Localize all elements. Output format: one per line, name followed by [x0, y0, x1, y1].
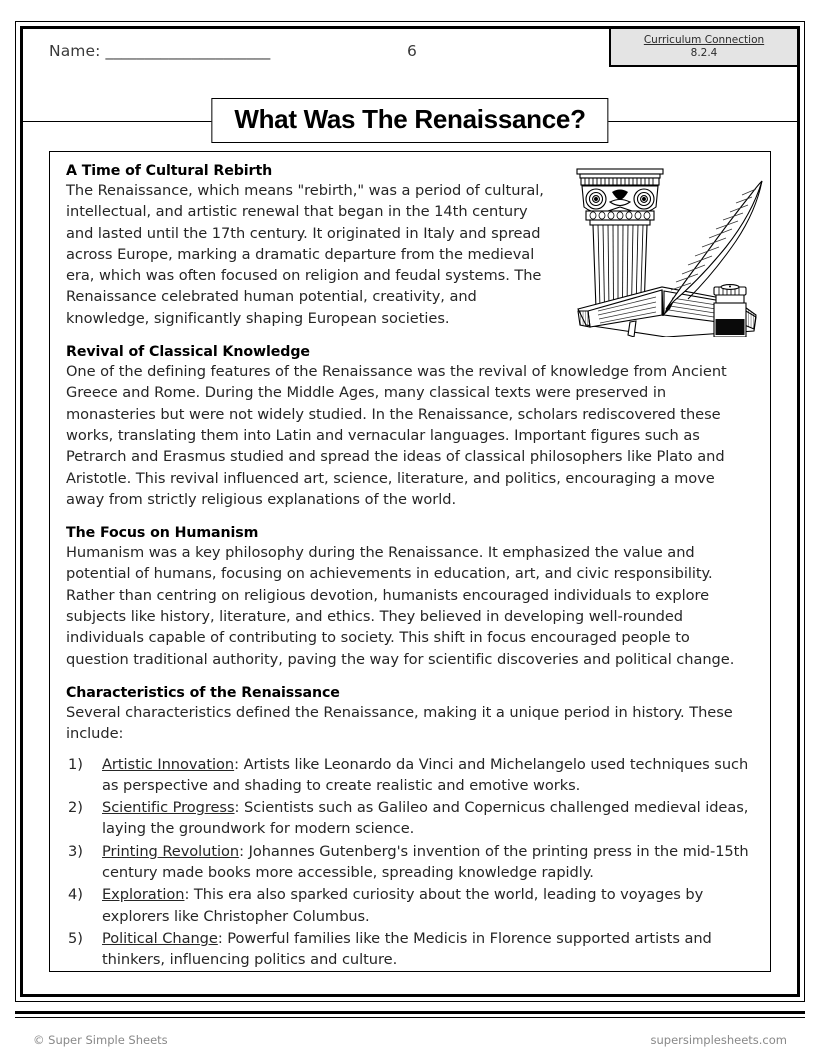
- list-item-term: Artistic Innovation: [102, 755, 235, 773]
- worksheet-page-inner-border: [20, 26, 800, 997]
- section-body: Several characteristics defined the Renaissance, making it a unique period in history. These include:: [66, 703, 733, 743]
- renaissance-column-quill-book-inkwell-illustration: [566, 159, 770, 337]
- list-item-number: 4): [68, 886, 83, 904]
- list-item: [66, 841, 754, 884]
- curriculum-connection-box: [609, 29, 797, 67]
- list-item-text: : Johannes Gutenberg's invention of the printing press in the mid-15th century made books more accessible, spreading knowledge rapidly.: [102, 842, 749, 882]
- section-heading: Revival of Classical Knowledge: [66, 344, 310, 361]
- list-item: [66, 928, 754, 971]
- curriculum-connection-title: Curriculum Connection: [643, 33, 765, 46]
- list-item-term: Political Change: [102, 929, 218, 947]
- characteristics-list: [66, 754, 754, 971]
- list-item: [66, 754, 754, 797]
- footer-divider-thick: [15, 1011, 805, 1014]
- section-focus-on-humanism: [66, 525, 754, 670]
- section-heading: The Focus on Humanism: [66, 525, 259, 542]
- section-heading: A Time of Cultural Rebirth: [66, 163, 273, 179]
- footer-divider-thin: [15, 1017, 805, 1018]
- list-item-text: : Scientists such as Galileo and Copernicus challenged medieval ideas, laying the groundwork for modern science.: [102, 799, 749, 838]
- list-item-number: 2): [68, 799, 83, 817]
- section-heading: Characteristics of the Renaissance: [66, 684, 340, 701]
- list-item-number: 5): [68, 929, 83, 947]
- curriculum-connection-code: 8.2.4: [690, 47, 718, 59]
- page-title: What Was The Renaissance?: [234, 104, 586, 134]
- footer-website[interactable]: supersimplesheets.com: [650, 1033, 787, 1047]
- section-body: The Renaissance, which means "rebirth," was a period of cultural, intellectual, and artistic renewal that began in the 14th century and lasted until the 17th century. It originated in Italy and spread across Europe, marking a dramatic departure from the medieval era, which was often focused on religion and feudal systems. The Renaissance celebrated human potential, creativity, and knowledge, significantly shaping European societies.: [66, 182, 544, 327]
- list-item-text: : This era also sparked curiosity about the world, leading to voyages by explorers like Christopher Columbus.: [102, 886, 704, 925]
- list-item: [66, 797, 754, 840]
- reading-passage-box: [49, 151, 771, 972]
- list-item-term: Exploration: [102, 886, 185, 904]
- list-item-number: 1): [68, 755, 83, 773]
- list-item-term: Printing Revolution: [102, 842, 240, 860]
- section-body: Humanism was a key philosophy during the Renaissance. It emphasized the value and potential of humans, focusing on achievements in education, art, and civic responsibility. Rather than centring on religious devotion, humanists encouraged individuals to explore subjects like history, literature, and ethics. They believed in developing well-rounded individuals capable of contributing to society. This shift in focus encouraged people to question traditional authority, paving the way for scientific discoveries and political change.: [66, 544, 735, 668]
- section-body: One of the defining features of the Renaissance was the revival of knowledge from Ancient Greece and Rome. During the Middle Ages, many classical texts were preserved in monasteries but were not widely studied. In the Renaissance, scholars rediscovered these works, translating them into Latin and vernacular languages. Important figures such as Petrarch and Erasmus studied and spread the ideas of classical philosophers like Plato and Aristotle. This revival influenced art, science, literature, and politics, encouraging a move away from strictly religious explanations of the world.: [66, 363, 727, 508]
- name-field-label[interactable]: Name: _____________________: [49, 42, 271, 60]
- page-number: 6: [407, 42, 417, 60]
- worksheet-title-box: [211, 98, 608, 143]
- section-revival-classical-knowledge: [66, 344, 754, 510]
- list-item-number: 3): [68, 842, 83, 860]
- list-item-text: : Artists like Leonardo da Vinci and Michelangelo used techniques such as perspective and shading to create realistic and emotive works.: [102, 755, 749, 794]
- footer-copyright: © Super Simple Sheets: [33, 1033, 168, 1047]
- list-item: [66, 884, 754, 927]
- title-band: [23, 98, 797, 144]
- list-item-term: Scientific Progress: [102, 799, 235, 817]
- section-characteristics: [66, 685, 754, 745]
- worksheet-page-outer-border: [15, 21, 805, 1002]
- list-item-text: : Powerful families like the Medicis in Florence supported artists and thinkers, influencing politics and culture.: [102, 929, 712, 969]
- worksheet-header: [23, 29, 797, 83]
